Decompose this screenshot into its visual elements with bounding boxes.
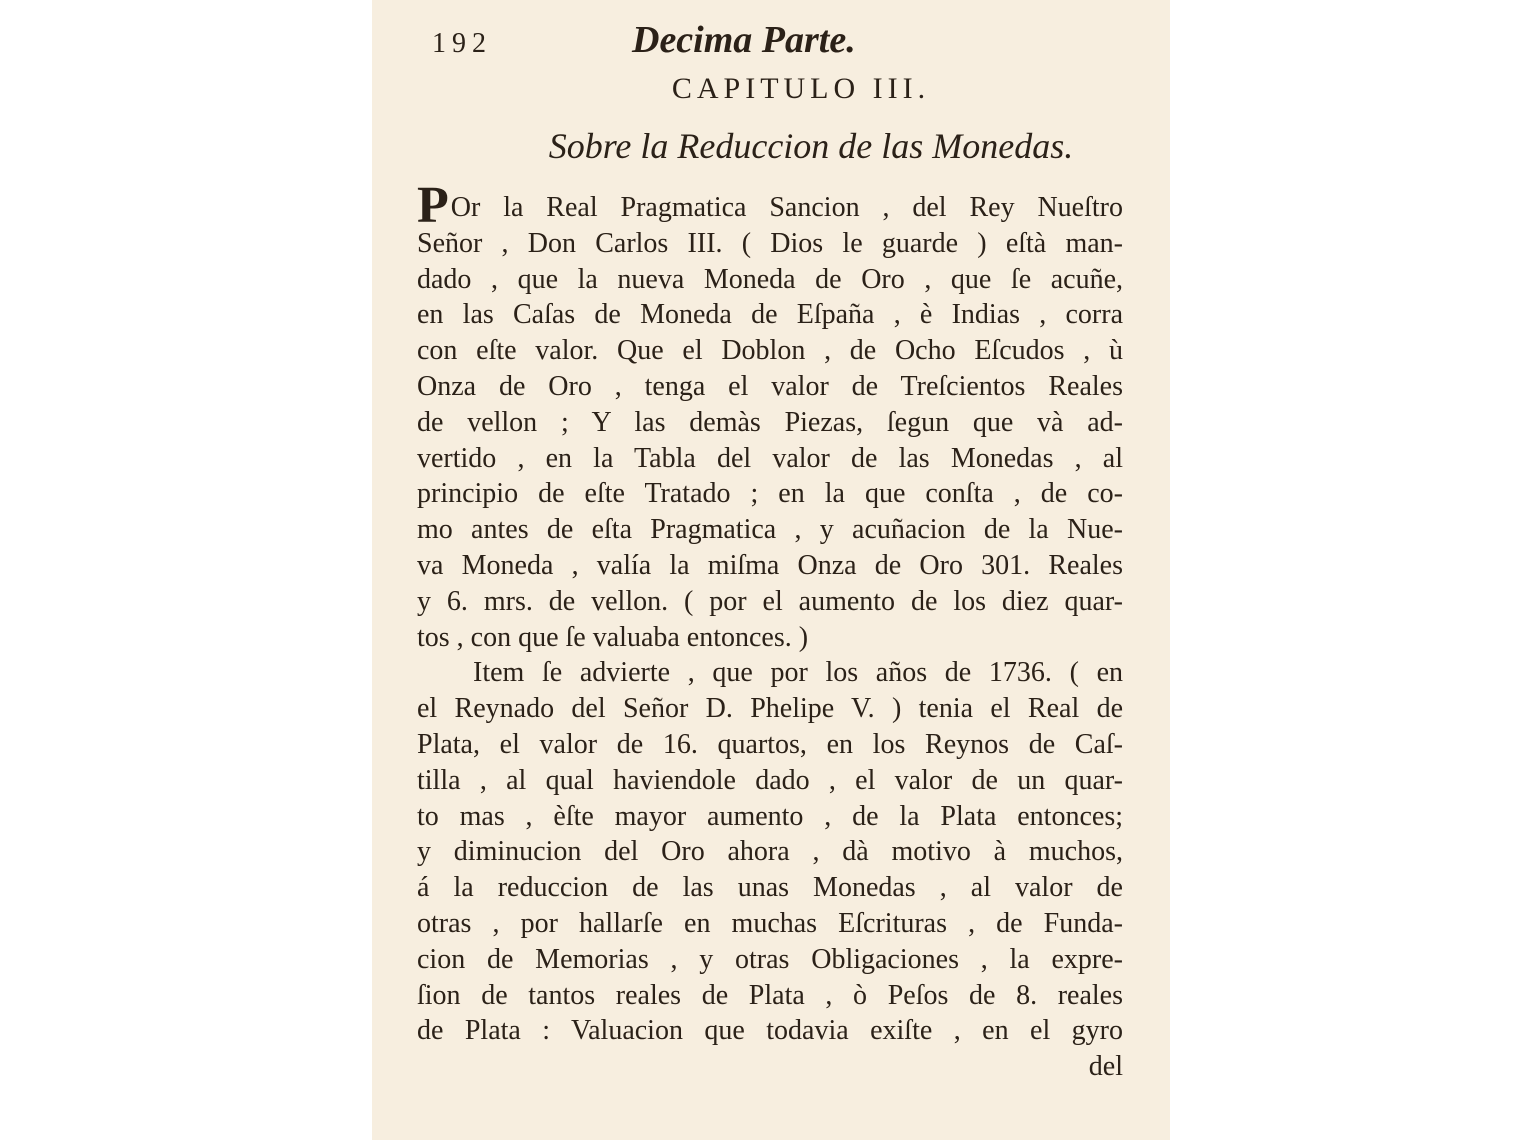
text-line: cion de Memorias , y otras Obligaciones , la expre- <box>417 943 1123 975</box>
text-line: vertido , en la Tabla del valor de las Monedas , al <box>417 442 1123 474</box>
text-line: con eſte valor. Que el Doblon , de Ocho Eſcudos , ù <box>417 335 1123 367</box>
text-line: y 6. mrs. de vellon. ( por el aumento de los diez quar- <box>417 585 1123 617</box>
text-line: el Reynado del Señor D. Phelipe V. ) tenia el Real de <box>417 693 1123 725</box>
text-line: tilla , al qual haviendole dado , el valor de un quar- <box>417 764 1123 796</box>
text-line: va Moneda , valía la miſma Onza de Oro 301. Reales <box>417 549 1123 581</box>
text-line: Señor , Don Carlos III. ( Dios le guarde ) eſtà man- <box>417 227 1123 259</box>
chapter-heading: CAPITULO III. <box>671 72 931 105</box>
chapter-subtitle: Sobre la Reduccion de las Monedas. <box>548 126 1074 166</box>
text-line <box>417 177 1123 234</box>
text-line: dado , que la nueva Moneda de Oro , que ſe acuñe, <box>417 263 1123 295</box>
text-line: de vellon ; Y las demàs Piezas, ſegun que và ad- <box>417 406 1123 438</box>
text-line: mo antes de eſta Pragmatica , y acuñacion de la Nue- <box>417 514 1123 546</box>
text-line: á la reduccion de las unas Monedas , al valor de <box>417 872 1123 904</box>
text-line: Plata, el valor de 16. quartos, en los Reynos de Caſ- <box>417 728 1123 760</box>
text-line: de Plata : Valuacion que todavia exiſte , en el gyro <box>417 1015 1123 1047</box>
catchword: del <box>1088 1051 1123 1083</box>
drop-cap-initial: P <box>417 177 449 234</box>
page-number: 192 <box>432 28 492 59</box>
text-line: tos , con que ſe valuaba entonces. ) <box>417 621 809 653</box>
text-line: ſion de tantos reales de Plata , ò Peſos de 8. reales <box>417 979 1123 1011</box>
text-line: principio de eſte Tratado ; en la que conſta , de co- <box>417 478 1123 510</box>
text-line: to mas , èſte mayor aumento , de la Plata entonces; <box>417 800 1123 832</box>
text-line: Onza de Oro , tenga el valor de Treſcientos Reales <box>417 370 1123 402</box>
book-page <box>372 0 1170 1140</box>
text-line: Item ſe advierte , que por los años de 1736. ( en <box>473 657 1123 689</box>
text-line: otras , por hallarſe en muchas Eſcrituras , de Funda- <box>417 907 1123 939</box>
running-head: Decima Parte. <box>632 19 856 61</box>
body-text <box>417 177 1123 1085</box>
page-header <box>372 18 1170 68</box>
text-line: en las Caſas de Moneda de Eſpaña , è Indias , corra <box>417 299 1123 331</box>
first-line-text: Or la Real Pragmatica Sancion , del Rey Nueſtro <box>450 192 1123 223</box>
text-line: y diminucion del Oro ahora , dà motivo à muchos, <box>417 836 1123 868</box>
